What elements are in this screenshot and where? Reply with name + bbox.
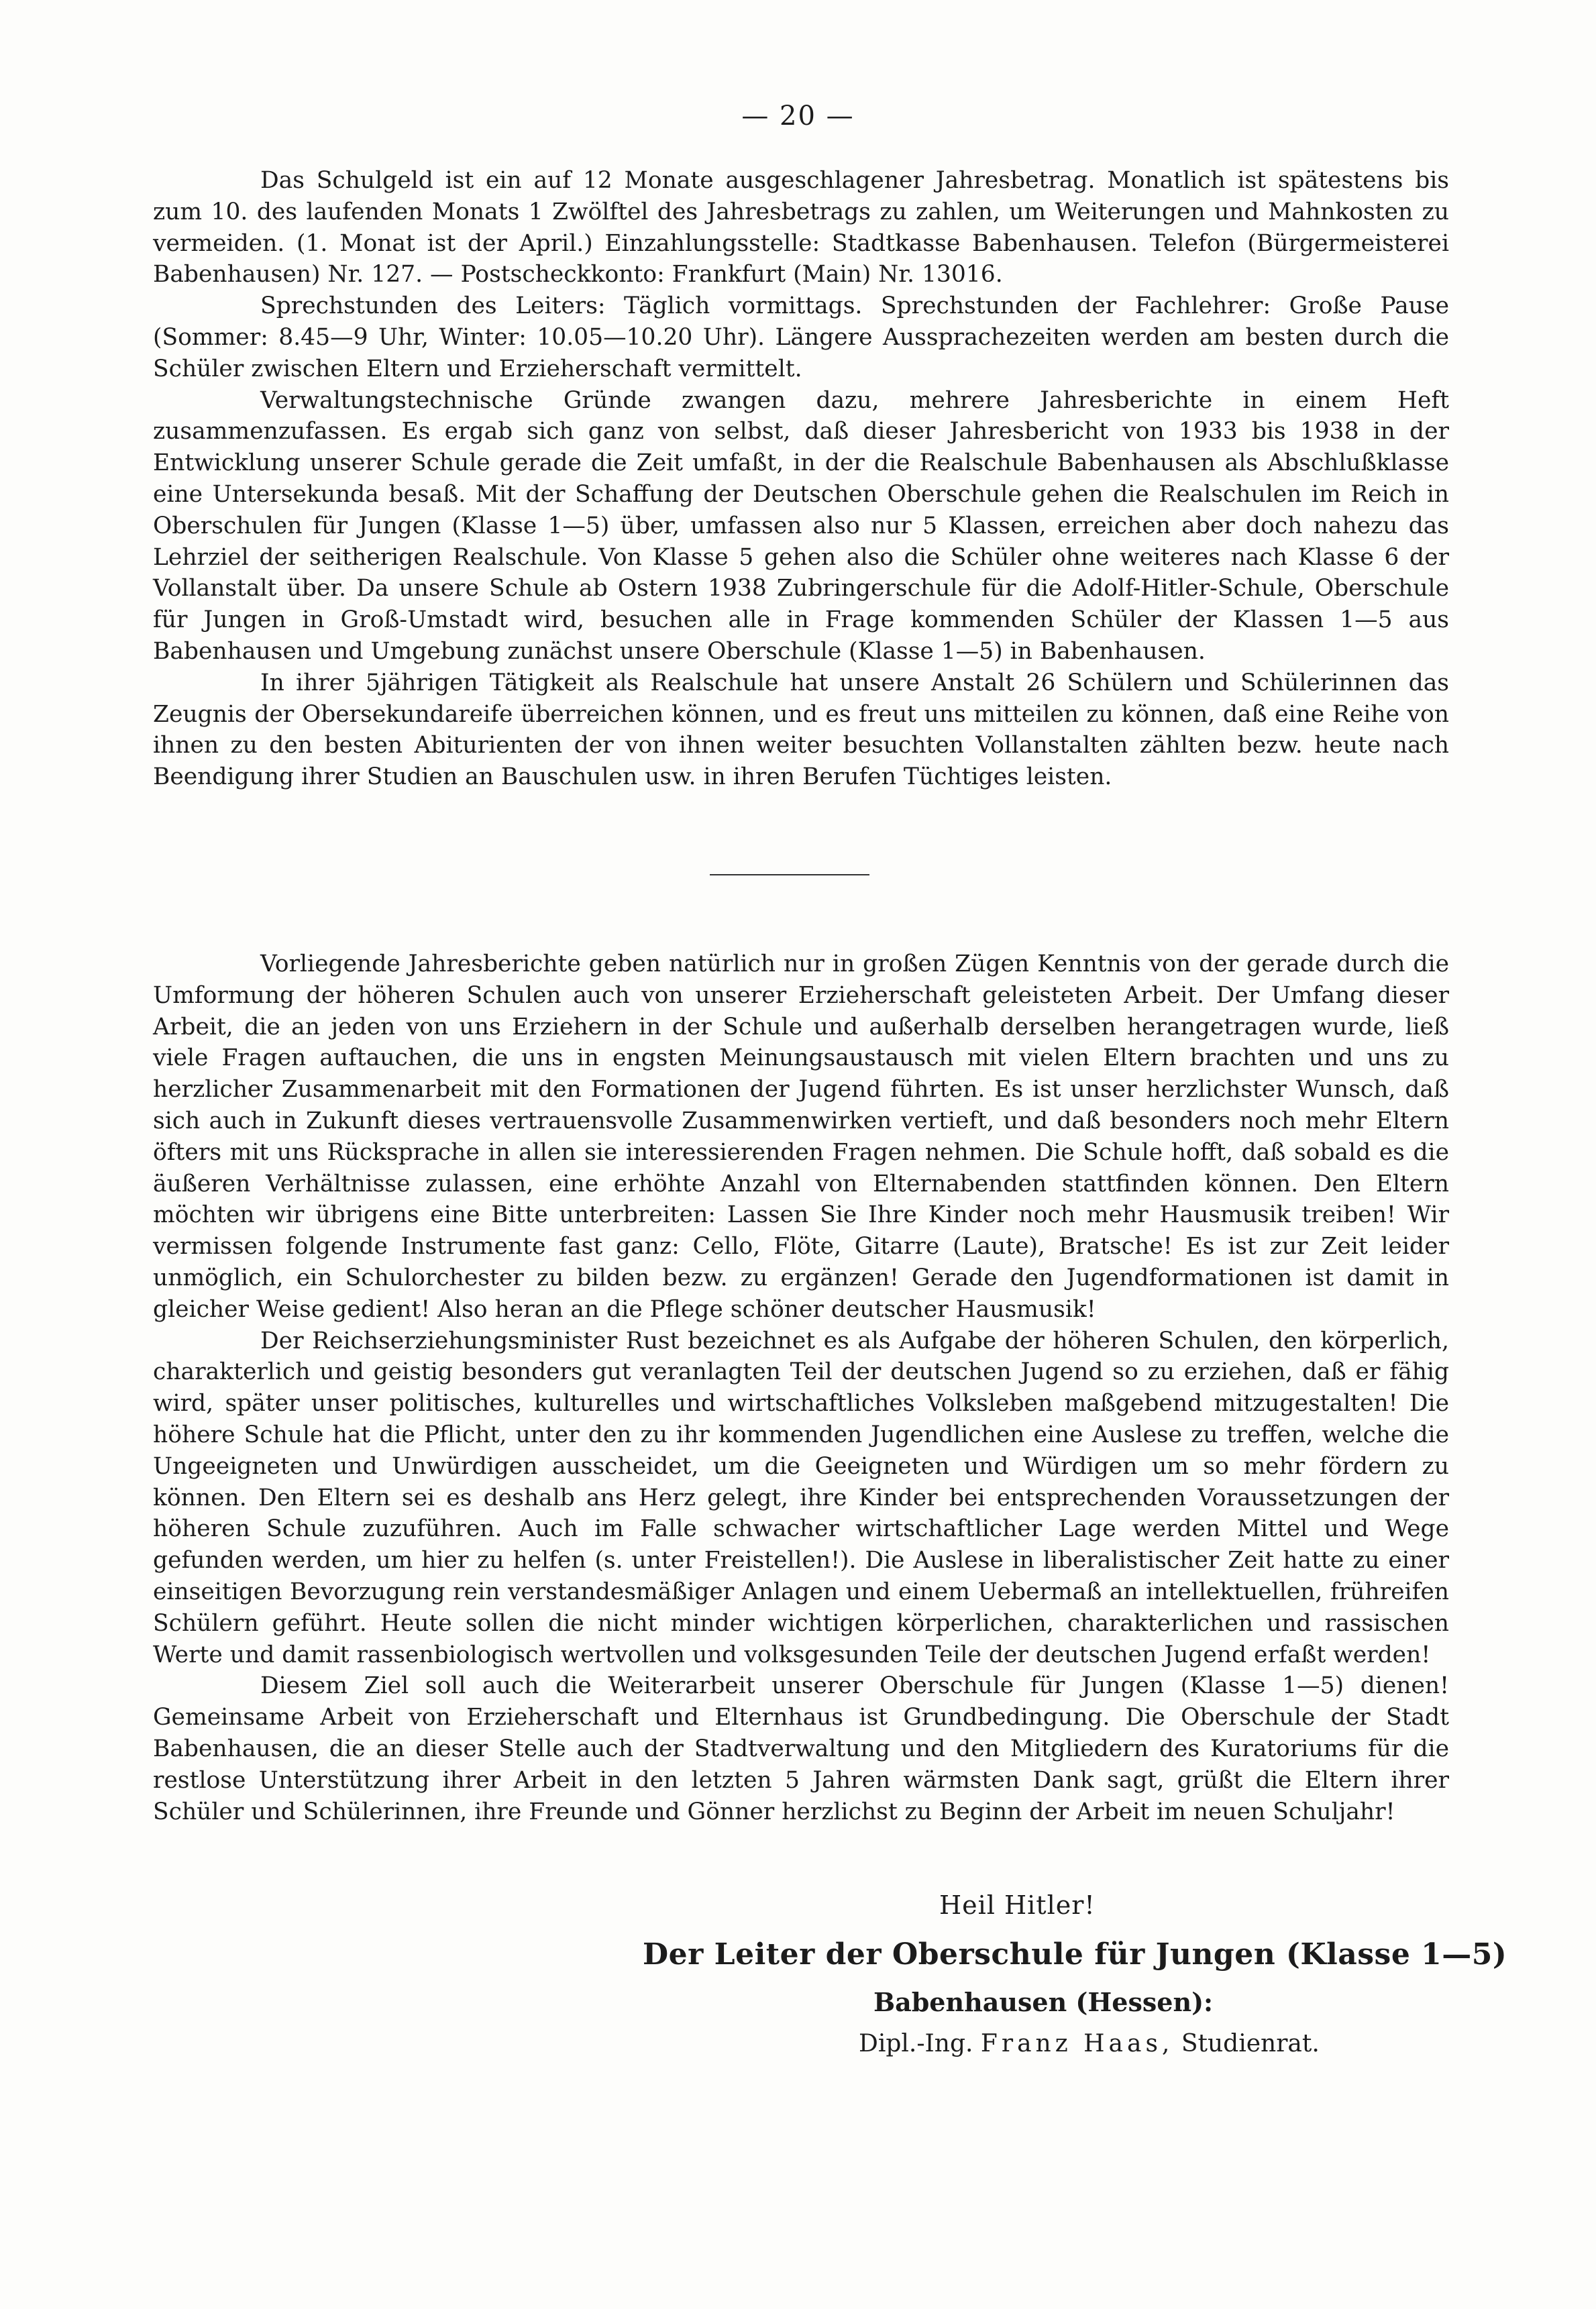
paragraph-office-hours: Sprechstunden des Leiters: Täglich vormittags. Sprechstunden der Fachlehrer: Große Pause (Sommer: 8.45—9 Uhr, Winter: 10.05—10.20 Uhr). Längere Aussprachezeiten werden am besten durch die Schüler zwischen Eltern und Erzieherschaft vermittelt.	[153, 292, 1449, 382]
section-school-info	[153, 165, 1449, 793]
section-closing-remarks	[153, 949, 1449, 1827]
signature-rank: Studienrat.	[1181, 2030, 1320, 2057]
paragraph-combined-reports: Verwaltungstechnische Gründe zwangen dazu, mehrere Jahresberichte in einem Heft zusammenzufassen. Es ergab sich ganz von selbst, daß dieser Jahresbericht von 1933 bis 1938 in der Entwicklung unserer Schule gerade die Zeit umfaßt, in der die Realschule Babenhausen als Abschlußklasse eine Untersekunda besaß. Mit der Schaffung der Deutschen Oberschule gehen die Realschulen im Reich in Oberschulen für Jungen (Klasse 1—5) über, umfassen also nur 5 Klassen, erreichen aber doch nahezu das Lehrziel der seitherigen Realschule. Von Klasse 5 gehen also die Schüler ohne weiteres nach Klasse 6 der Vollanstalt über. Da unsere Schule ab Ostern 1938 Zubringerschule für die Adolf-Hitler-Schule, Oberschule für Jungen in Groß-Umstadt wird, besuchen alle in Frage kommenden Schüler der Klassen 1—5 aus Babenhausen und Umgebung zunächst unsere Oberschule (Klasse 1—5) in Babenhausen.	[153, 386, 1449, 665]
paragraph-school-fees: Das Schulgeld ist ein auf 12 Monate ausgeschlagener Jahresbetrag. Monatlich ist spätestens bis zum 10. des laufenden Monats 1 Zwölftel des Jahresbetrags zu zahlen, um Weiterungen und Mahnkosten zu vermeiden. (1. Monat ist der April.) Einzahlungsstelle: Stadtkasse Babenhausen. Telefon (Bürgermeisterei Babenhausen) Nr. 127. — Postscheckkonto: Frankfurt (Main) Nr. 13016.	[153, 167, 1449, 288]
paragraph-thanks-greeting: Diesem Ziel soll auch die Weiterarbeit unserer Oberschule für Jungen (Klasse 1—5) dienen! Gemeinsame Arbeit von Erzieherschaft und Elternhaus ist Grundbedingung. Die Oberschule der Stadt Babenhausen, die an dieser Stelle auch der Stadtverwaltung und den Mitgliedern des Kuratoriums für die restlose Unterstützung ihrer Arbeit in den letzten 5 Jahren wärmsten Dank sagt, grüßt die Eltern ihrer Schüler und Schülerinnen, ihre Freunde und Gönner herzlichst zu Beginn der Arbeit im neuen Schuljahr!	[153, 1672, 1449, 1825]
signature-title: Der Leiter der Oberschule für Jungen (Klasse 1—5)	[643, 1937, 1507, 1972]
paragraph-realschule-results: In ihrer 5jährigen Tätigkeit als Realschule hat unsere Anstalt 26 Schülern und Schülerinnen das Zeugnis der Obersekundareife überreichen können, und es freut uns mitteilen zu können, daß eine Reihe von ihnen zu den besten Abiturienten der von ihnen weiter besuchten Vollanstalten zählten bezw. heute nach Beendigung ihrer Studien an Bauschulen usw. in ihren Berufen Tüchtiges leisten.	[153, 669, 1449, 791]
paragraph-parents-cooperation: Vorliegende Jahresberichte geben natürlich nur in großen Zügen Kenntnis von der gerade durch die Umformung der höheren Schulen auch von unserer Erzieherschaft geleisteten Arbeit. Der Umfang dieser Arbeit, die an jeden von uns Erziehern in der Schule und außerhalb derselben herangetragen wurde, ließ viele Fragen auftauchen, die uns in engsten Meinungsaustausch mit vielen Eltern brachten und uns zu herzlicher Zusammenarbeit mit den Formationen der Jugend führten. Es ist unser herzlichster Wunsch, daß sich auch in Zukunft dieses vertrauensvolle Zusammenwirken vertieft, und daß besonders noch mehr Eltern öfters mit uns Rücksprache in allen sie interessierenden Fragen nehmen. Die Schule hofft, daß sobald es die äußeren Verhältnisse zulassen, eine erhöhte Anzahl von Elternabenden stattfinden können. Den Eltern möchten wir übrigens eine Bitte unterbreiten: Lassen Sie Ihre Kinder noch mehr Hausmusik treiben! Wir vermissen folgende Instrumente fast ganz: Cello, Flöte, Gitarre (Laute), Bratsche! Es ist zur Zeit leider unmöglich, ein Schulorchester zu bilden bezw. zu ergänzen! Gerade den Jugendformationen ist damit in gleicher Weise gedient! Also heran an die Pflege schöner deutscher Hausmusik!	[153, 951, 1449, 1323]
signature-degree: Dipl.-Ing.	[859, 2030, 973, 2057]
signature-place: Babenhausen (Hessen):	[873, 1987, 1214, 2017]
signature-name: Franz Haas,	[980, 2030, 1174, 2057]
section-divider	[710, 874, 869, 875]
paragraph-minister-selection: Der Reichserziehungsminister Rust bezeichnet es als Aufgabe der höheren Schulen, den körperlich, charakterlich und geistig besonders gut veranlagten Teil der deutschen Jugend so zu erziehen, daß er fähig wird, später unser politisches, kulturelles und wirtschaftliches Volksleben maßgebend mitzugestalten! Die höhere Schule hat die Pflicht, unter den zu ihr kommenden Jugendlichen eine Auslese zu treffen, welche die Ungeeigneten und Unwürdigen ausscheidet, um die Geeigneten und Würdigen um so mehr fördern zu können. Den Eltern sei es deshalb ans Herz gelegt, ihre Kinder bei entsprechenden Voraussetzungen der höheren Schule zuzuführen. Auch im Falle schwacher wirtschaftlicher Lage werden Mittel und Wege gefunden werden, um hier zu helfen (s. unter Freistellen!). Die Auslese in liberalistischer Zeit hatte zu einer einseitigen Bevorzugung rein verstandesmäßiger Anlagen und einem Uebermaß an intellektuellen, frühreifen Schülern geführt. Heute sollen die nicht minder wichtigen körperlichen, charakterlichen und rassischen Werte und damit rassenbiologisch wertvollen und volksgesunden Teile der deutschen Jugend erfaßt werden!	[153, 1327, 1449, 1668]
closing-greeting: Heil Hitler!	[939, 1890, 1096, 1920]
signature-name-line	[859, 2030, 1320, 2057]
page-number: — 20 —	[741, 101, 855, 131]
